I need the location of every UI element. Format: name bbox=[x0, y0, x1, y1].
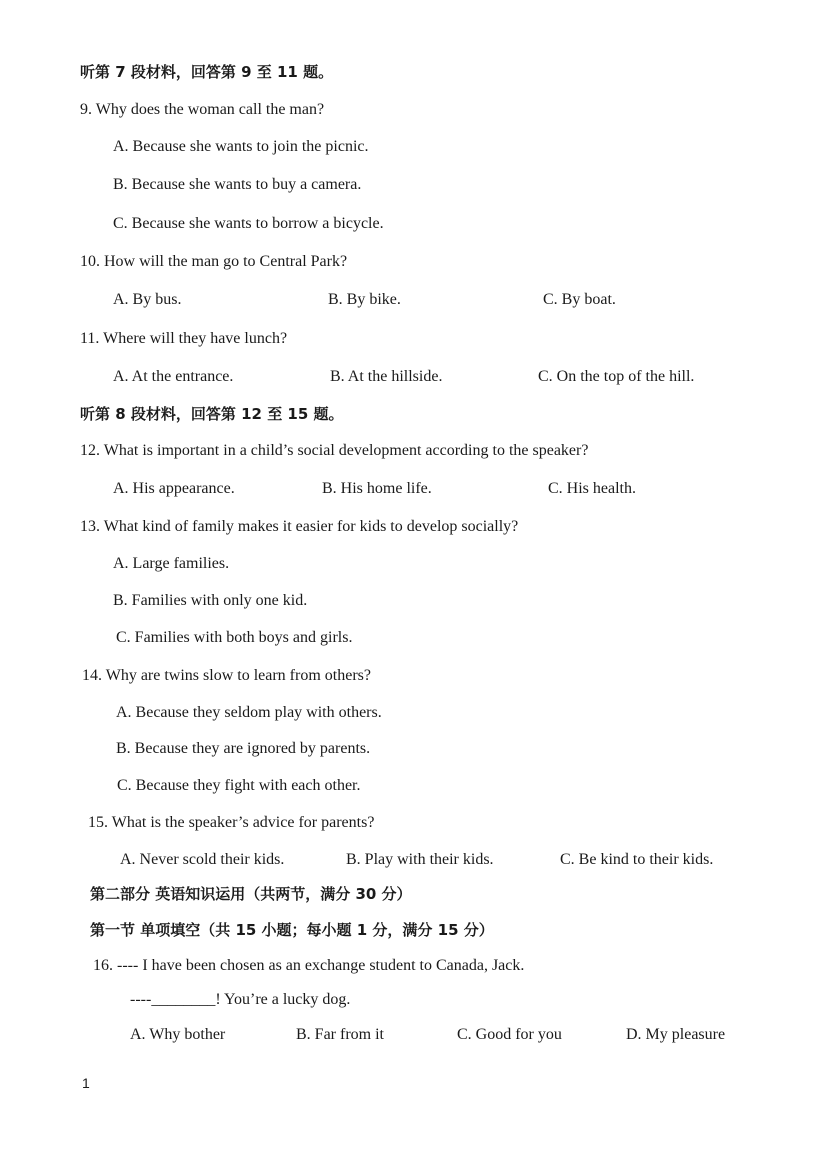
section-one-heading: 第一节 单项填空（共 15 小题；每小题 1 分，满分 15 分） bbox=[90, 921, 494, 939]
question-15-option-a: A. Never scold their kids. bbox=[120, 851, 285, 868]
question-16-option-d: D. My pleasure bbox=[626, 1026, 726, 1043]
question-10-stem: 10. How will the man go to Central Park? bbox=[80, 253, 348, 270]
question-16-option-b: B. Far from it bbox=[296, 1026, 384, 1043]
question-15-option-c: C. Be kind to their kids. bbox=[560, 851, 714, 868]
question-9-stem: 9. Why does the woman call the man? bbox=[80, 101, 325, 118]
section-heading-8: 听第 8 段材料，回答第 12 至 15 题。 bbox=[80, 405, 344, 423]
question-14-option-c: C. Because they fight with each other. bbox=[117, 777, 361, 794]
question-9-option-b: B. Because she wants to buy a camera. bbox=[113, 176, 362, 193]
question-9-option-c: C. Because she wants to borrow a bicycle. bbox=[113, 215, 384, 232]
question-10-option-b: B. By bike. bbox=[328, 291, 401, 308]
question-13-stem: 13. What kind of family makes it easier for kids to develop socially? bbox=[80, 518, 519, 535]
part-two-heading: 第二部分 英语知识运用（共两节，满分 30 分） bbox=[90, 885, 412, 903]
question-15-option-b: B. Play with their kids. bbox=[346, 851, 494, 868]
question-15-stem: 15. What is the speaker’s advice for parents? bbox=[88, 814, 375, 831]
question-14-option-b: B. Because they are ignored by parents. bbox=[116, 740, 371, 757]
page-number: 1 bbox=[82, 1075, 90, 1091]
question-12-option-a: A. His appearance. bbox=[113, 480, 235, 497]
section-heading-7: 听第 7 段材料，回答第 9 至 11 题。 bbox=[80, 63, 334, 81]
question-16-stem: 16. ---- I have been chosen as an exchange student to Canada, Jack. bbox=[93, 957, 525, 974]
question-12-option-c: C. His health. bbox=[548, 480, 636, 497]
question-16-reply: ----________! You’re a lucky dog. bbox=[130, 991, 351, 1008]
question-16-option-a: A. Why bother bbox=[130, 1026, 226, 1043]
question-12-option-b: B. His home life. bbox=[322, 480, 432, 497]
question-14-option-a: A. Because they seldom play with others. bbox=[116, 704, 382, 721]
question-11-option-c: C. On the top of the hill. bbox=[538, 368, 695, 385]
question-9-option-a: A. Because she wants to join the picnic. bbox=[113, 138, 369, 155]
question-11-option-b: B. At the hillside. bbox=[330, 368, 443, 385]
question-14-stem: 14. Why are twins slow to learn from others? bbox=[82, 667, 371, 684]
question-16-option-c: C. Good for you bbox=[457, 1026, 562, 1043]
question-11-stem: 11. Where will they have lunch? bbox=[80, 330, 288, 347]
question-13-option-c: C. Families with both boys and girls. bbox=[116, 629, 353, 646]
question-13-option-a: A. Large families. bbox=[113, 555, 230, 572]
question-10-option-a: A. By bus. bbox=[113, 291, 182, 308]
question-11-option-a: A. At the entrance. bbox=[113, 368, 234, 385]
question-12-stem: 12. What is important in a child’s social development according to the speaker? bbox=[80, 442, 589, 459]
question-10-option-c: C. By boat. bbox=[543, 291, 616, 308]
question-13-option-b: B. Families with only one kid. bbox=[113, 592, 308, 609]
